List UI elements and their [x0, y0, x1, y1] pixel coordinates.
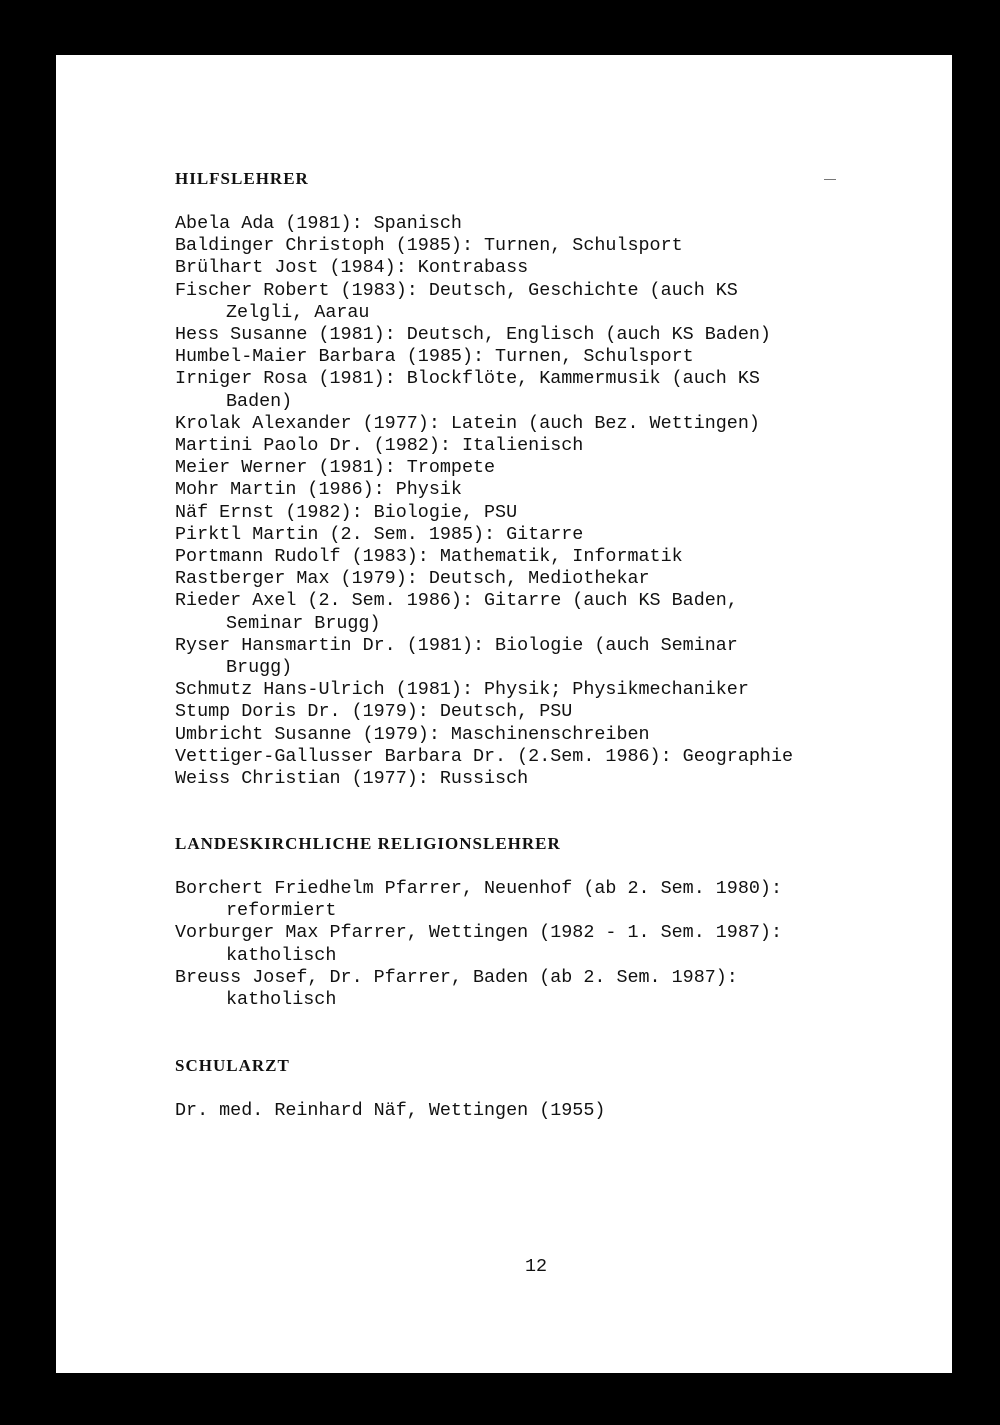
list-item [175, 524, 793, 546]
entry-text: Hess Susanne (1981): Deutsch, Englisch (auch KS Baden) [175, 324, 771, 346]
list-item [175, 257, 793, 279]
entry-text: Pirktl Martin (2. Sem. 1985): Gitarre [175, 523, 584, 545]
list-item [175, 435, 793, 457]
entry-text: Portmann Rudolf (1983): Mathematik, Informatik [175, 546, 683, 568]
list-item [175, 479, 793, 501]
list-item [175, 1100, 605, 1122]
list-item [175, 280, 793, 324]
entry-text: Näf Ernst (1982): Biologie, PSU [175, 501, 518, 523]
list-item [175, 235, 793, 257]
scan-mark [824, 179, 836, 180]
section-heading-hilfslehrer: HILFSLEHRER [175, 169, 309, 188]
entry-continuation: katholisch [226, 944, 337, 966]
entry-text: Krolak Alexander (1977): Latein (auch Bez. Wettingen) [175, 412, 760, 434]
entry-text: Breuss Josef, Dr. Pfarrer, Baden (ab 2. Sem. 1987): [175, 966, 738, 988]
entry-text: Weiss Christian (1977): Russisch [175, 768, 529, 790]
entry-text: Humbel-Maier Barbara (1985): Turnen, Schulsport [175, 346, 694, 368]
list-item [175, 457, 793, 479]
entry-text: Vorburger Max Pfarrer, Wettingen (1982 - 1. Sem. 1987): [175, 922, 782, 944]
list-item [175, 724, 793, 746]
list-item [175, 967, 782, 1011]
list-item [175, 502, 793, 524]
entry-text: Abela Ada (1981): Spanisch [175, 213, 462, 234]
list-item [175, 878, 782, 922]
schularzt-list [175, 1100, 605, 1122]
entry-text: Baldinger Christoph (1985): Turnen, Schulsport [175, 235, 683, 257]
entry-text: Schmutz Hans-Ulrich (1981): Physik; Physikmechaniker [175, 679, 749, 701]
entry-text: Vettiger-Gallusser Barbara Dr. (2.Sem. 1986): Geographie [175, 745, 794, 767]
entry-text: Rastberger Max (1979): Deutsch, Mediothekar [175, 568, 650, 590]
list-item [175, 413, 793, 435]
list-item [175, 346, 793, 368]
entry-text: Ryser Hansmartin Dr. (1981): Biologie (auch Seminar [175, 634, 738, 656]
entry-text: Fischer Robert (1983): Deutsch, Geschichte (auch KS [175, 279, 738, 301]
list-item [175, 590, 793, 634]
list-item [175, 324, 793, 346]
entry-text: Rieder Axel (2. Sem. 1986): Gitarre (auch KS Baden, [175, 590, 738, 612]
entry-continuation: Baden) [226, 390, 293, 412]
list-item [175, 679, 793, 701]
entry-text: Dr. med. Reinhard Näf, Wettingen (1955) [175, 1100, 606, 1121]
entry-text: Borchert Friedhelm Pfarrer, Neuenhof (ab 2. Sem. 1980): [175, 878, 782, 899]
section-heading-schularzt: SCHULARZT [175, 1056, 290, 1075]
religionslehrer-list [175, 878, 782, 1011]
entry-continuation: reformiert [226, 900, 337, 922]
page-number: 12 [524, 1256, 548, 1277]
entry-text: Brülhart Jost (1984): Kontrabass [175, 257, 529, 279]
entry-text: Umbricht Susanne (1979): Maschinenschreiben [175, 723, 650, 745]
list-item [175, 768, 793, 790]
list-item [175, 568, 793, 590]
list-item [175, 213, 793, 235]
entry-continuation: katholisch [226, 989, 337, 1011]
hilfslehrer-list [175, 213, 793, 790]
entry-text: Mohr Martin (1986): Physik [175, 479, 462, 501]
list-item [175, 922, 782, 966]
entry-continuation: Brugg) [226, 657, 293, 679]
list-item [175, 746, 793, 768]
section-heading-religionslehrer: LANDESKIRCHLICHE RELIGIONSLEHRER [175, 834, 561, 853]
document-page [56, 55, 952, 1373]
entry-continuation: Seminar Brugg) [226, 612, 381, 634]
list-item [175, 368, 793, 412]
entry-text: Irniger Rosa (1981): Blockflöte, Kammermusik (auch KS [175, 368, 760, 390]
list-item [175, 701, 793, 723]
entry-continuation: Zelgli, Aarau [226, 301, 370, 323]
entry-text: Meier Werner (1981): Trompete [175, 457, 496, 479]
entry-text: Stump Doris Dr. (1979): Deutsch, PSU [175, 701, 573, 723]
list-item [175, 546, 793, 568]
entry-text: Martini Paolo Dr. (1982): Italienisch [175, 435, 584, 457]
list-item [175, 635, 793, 679]
